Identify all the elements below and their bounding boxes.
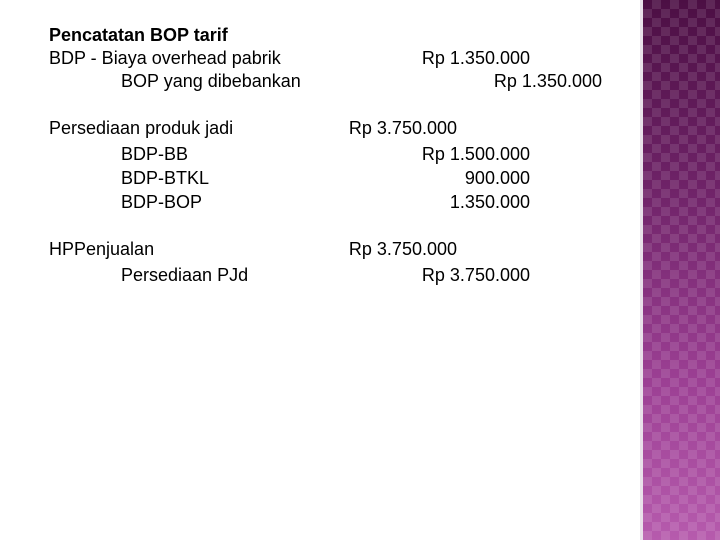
entry-2-credit-3-account: BDP-BOP <box>121 192 203 212</box>
entry-1-credit-amount: Rp 1.350.000 <box>493 71 602 91</box>
entry-2-credit-1-amount: Rp 1.500.000 <box>421 144 530 164</box>
entry-2-debit-account: Persediaan produk jadi <box>49 118 234 138</box>
entry-3-debit-amount: Rp 3.750.000 <box>348 239 457 259</box>
entry-1-debit-amount: Rp 1.350.000 <box>421 48 530 68</box>
entry-3-credit-amount: Rp 3.750.000 <box>421 265 530 285</box>
entry-2-credit-2-amount: 900.000 <box>464 168 530 188</box>
journal-title: Pencatatan BOP tarif <box>49 25 228 45</box>
decorative-sidebar <box>643 0 720 540</box>
entry-2-credit-2-account: BDP-BTKL <box>121 168 210 188</box>
entry-2-credit-3-amount: 1.350.000 <box>449 192 530 212</box>
entry-2-debit-amount: Rp 3.750.000 <box>348 118 457 138</box>
entry-1-credit-account: BOP yang dibebankan <box>121 71 301 91</box>
entry-2-credit-1-account: BDP-BB <box>121 144 189 164</box>
entry-1-debit-account: BDP - Biaya overhead pabrik <box>49 48 281 68</box>
entry-3-credit-account: Persediaan PJd <box>121 265 249 285</box>
entry-3-debit-account: HPPenjualan <box>49 239 155 259</box>
